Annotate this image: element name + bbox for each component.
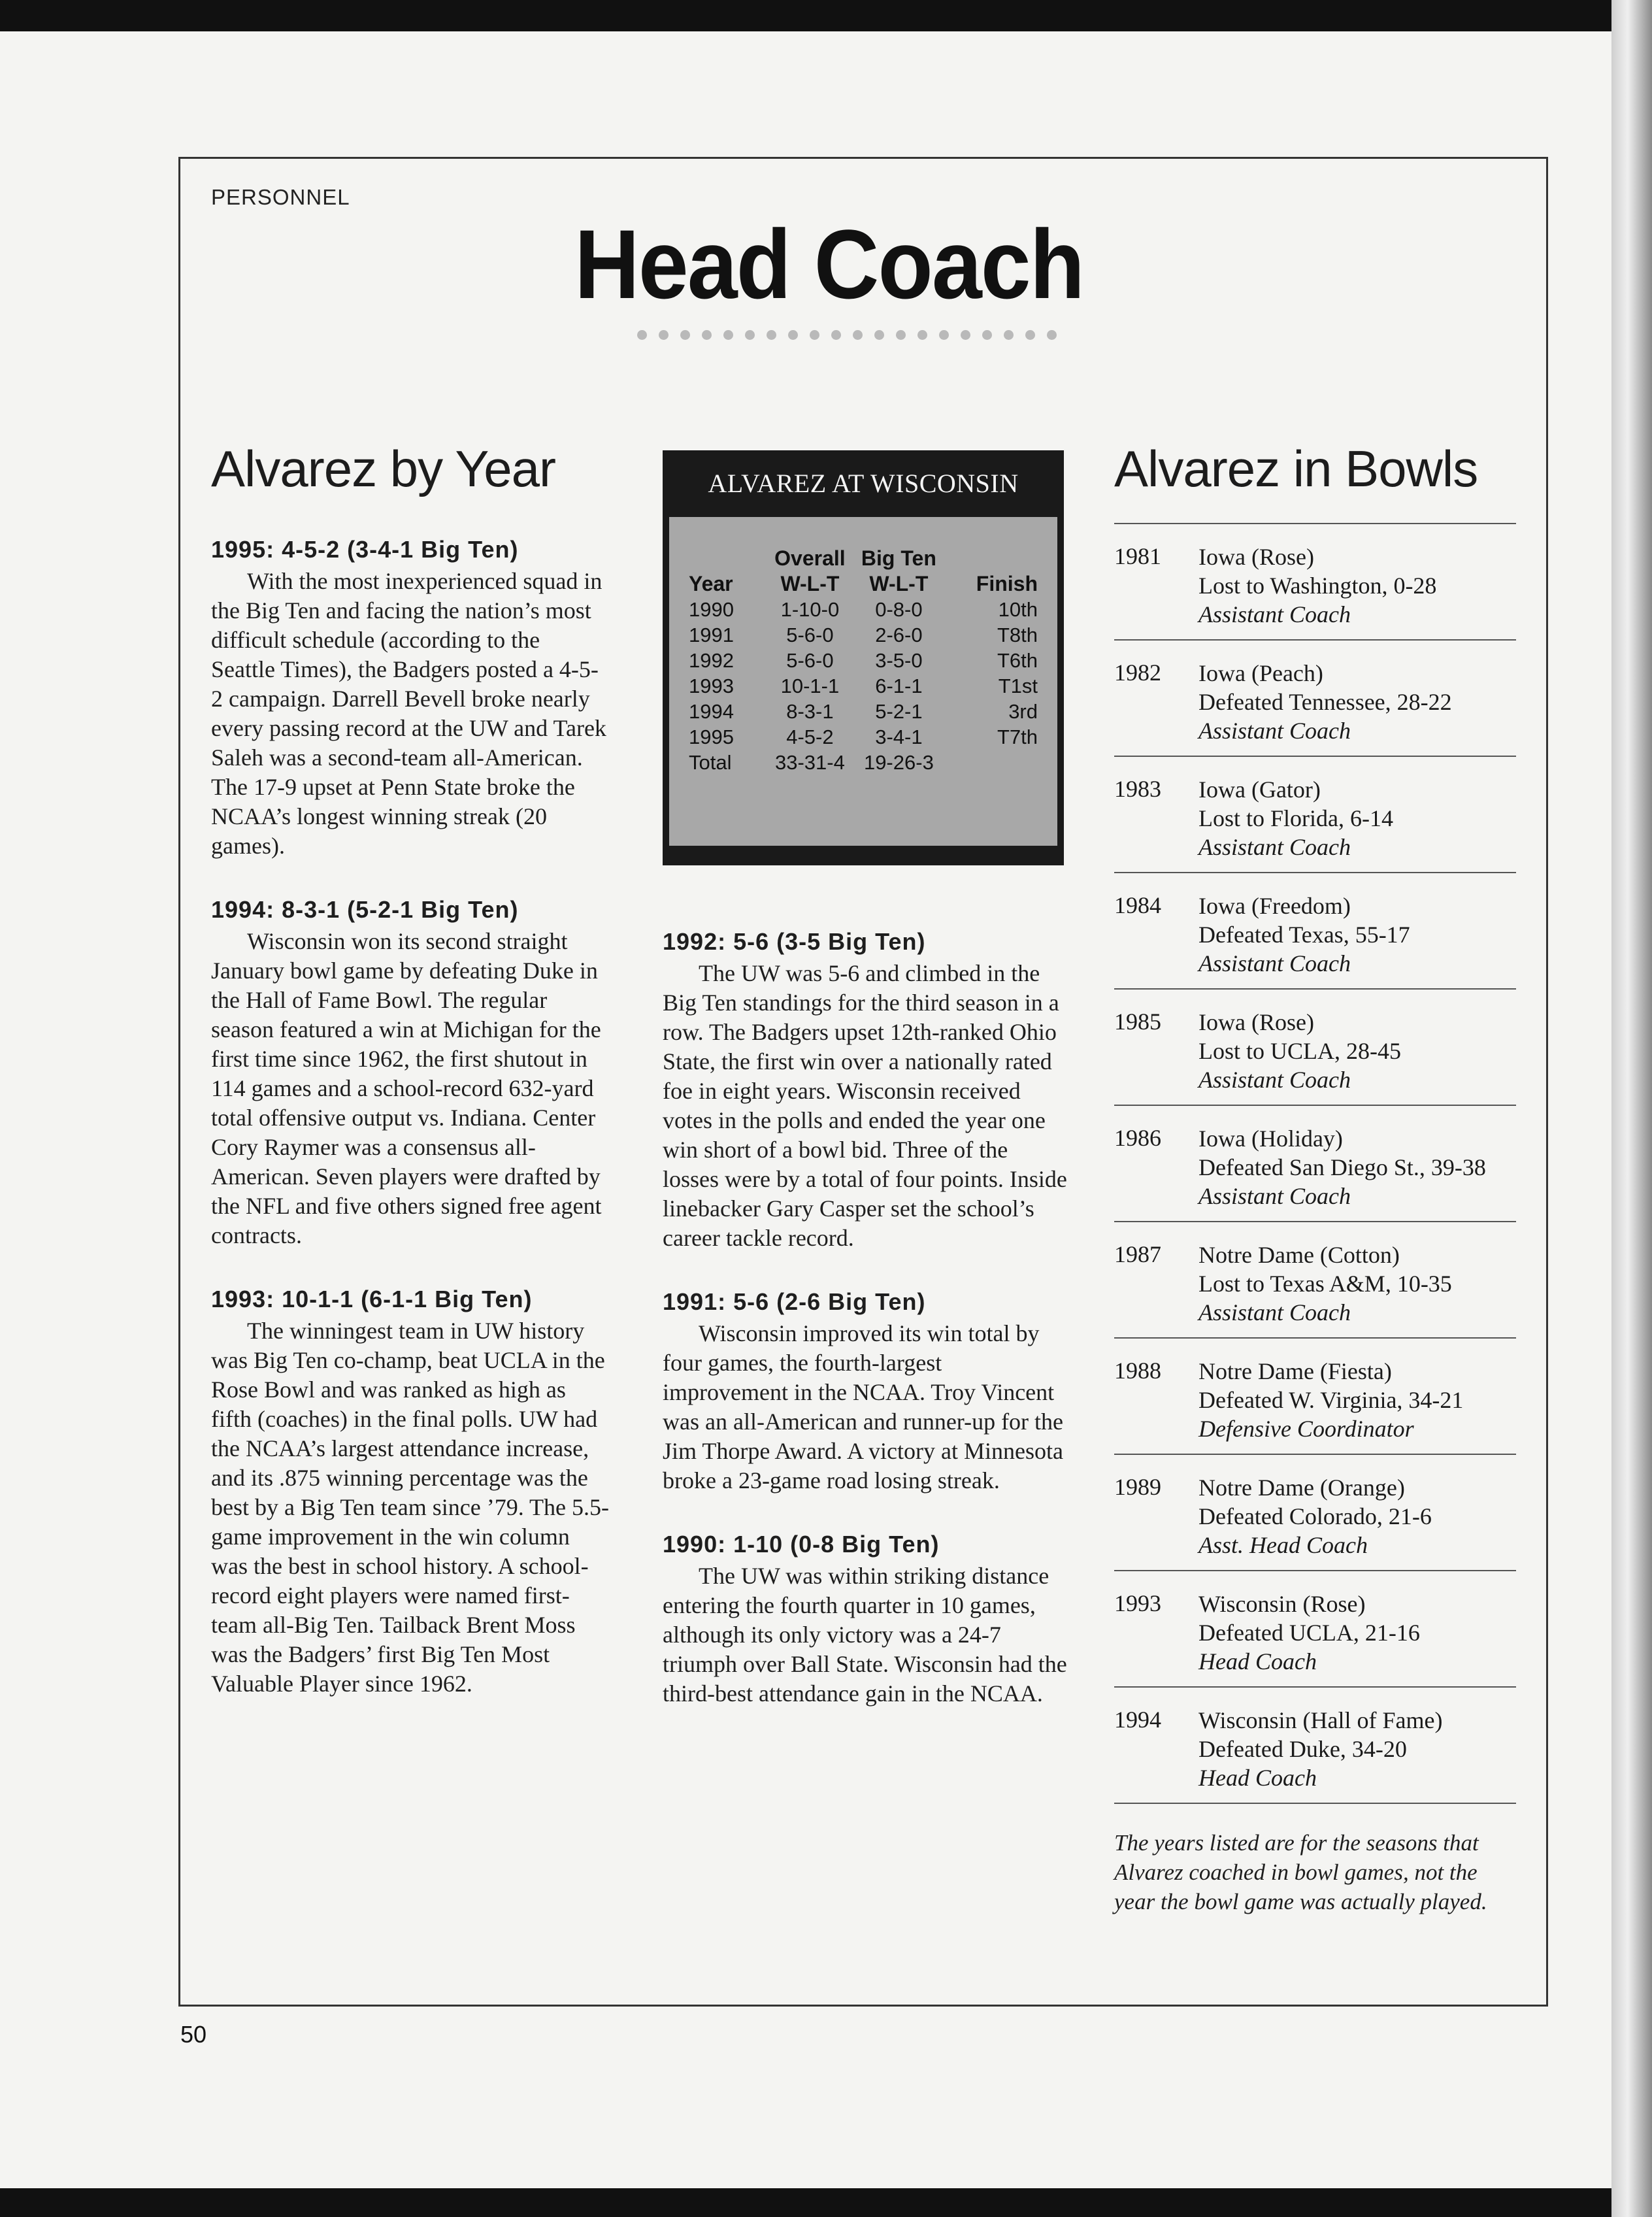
- bowls-list: [1114, 523, 1516, 1804]
- bowl-row: 1988 Notre Dame (Fiesta) Defeated W. Virginia, 34-21 Defensive Coordinator: [1114, 1339, 1516, 1455]
- year-entry-1990: [663, 1529, 1068, 1709]
- bowl-row: 1989 Notre Dame (Orange) Defeated Colorado, 21-6 Asst. Head Coach: [1114, 1455, 1516, 1571]
- table-row: Total 33-31-4 19-26-3: [689, 751, 934, 774]
- table-row: 1991 5-6-0 2-6-0 T8th: [689, 624, 1038, 646]
- table-row: 1990 1-10-0 0-8-0 10th: [689, 598, 1038, 621]
- bowl-row: 1986 Iowa (Holiday) Defeated San Diego St., 39-38 Assistant Coach: [1114, 1106, 1516, 1222]
- section-label: PERSONNEL: [211, 185, 350, 209]
- table-row: 1992 5-6-0 3-5-0 T6th: [689, 649, 1038, 672]
- entry-body: Wisconsin improved its win total by four games, the fourth-largest improvement in the NCAA. Troy Vincent was an all-American and runner-up for the Jim Thorpe Award. A victory at Minnesota broke a 23-game road losing streak.: [663, 1320, 1064, 1493]
- year-entry-1993: [211, 1284, 610, 1699]
- bowl-row: 1982 Iowa (Peach) Defeated Tennessee, 28-22 Assistant Coach: [1114, 641, 1516, 757]
- year-entry-1991: [663, 1287, 1068, 1495]
- bowls-footnote: The years listed are for the seasons that Alvarez coached in bowl games, not the year the bowl game was actually played.: [1114, 1830, 1487, 1914]
- bowl-row: 1984 Iowa (Freedom) Defeated Texas, 55-17 Assistant Coach: [1114, 873, 1516, 990]
- year-entry-1994: [211, 895, 610, 1250]
- year-entry-1992: [663, 927, 1068, 1253]
- entry-head: 1992: 5-6 (3-5 Big Ten): [663, 928, 926, 955]
- scan-edge: [1611, 0, 1652, 2217]
- entry-body: Wisconsin won its second straight January bowl game by defeating Duke in the Hall of Fame Bowl. The regular season featured a win at Michigan for the first time since 1962, the first shutout in 114 games and a school-record 632-yard total offensive output vs. Indiana. Center Cory Raymer was a consensus all-American. Seven players were drafted by the NFL and five others signed free agent contracts.: [211, 928, 602, 1248]
- table-title: ALVAREZ AT WISCONSIN: [708, 469, 1019, 498]
- page-number: 50: [180, 2021, 207, 2048]
- entry-head: 1995: 4-5-2 (3-4-1 Big Ten): [211, 536, 519, 563]
- entry-head: 1990: 1-10 (0-8 Big Ten): [663, 1531, 940, 1558]
- bowls-heading: Alvarez in Bowls: [1114, 440, 1478, 497]
- entry-body: With the most inexperienced squad in the Big Ten and facing the nation’s most difficult schedule (according to the Seattle Times), the Badgers posted a 4-5-2 campaign. Darrell Bevell broke nearly every passing record at the UW and Tarek Saleh was a second-team all-American. The 17-9 upset at Penn State broke the NCAA’s longest winning streak (20 games).: [211, 568, 606, 859]
- page-title: Head Coach: [574, 209, 1084, 319]
- record-table: [663, 450, 1064, 865]
- middle-column: [663, 927, 1068, 1742]
- bowl-row: 1987 Notre Dame (Cotton) Lost to Texas A&M, 10-35 Assistant Coach: [1114, 1222, 1516, 1339]
- table-header-row: Year W-L-T W-L-T Finish: [689, 572, 1038, 595]
- entry-body: The UW was 5-6 and climbed in the Big Ten standings for the third season in a row. The Badgers upset 12th-ranked Ohio State, the first win over a nationally rated foe in eight years. Wisconsin received votes in the polls and ended the year one win short of a bowl bid. Three of the losses were by a total of four points. Inside linebacker Gary Casper set the school’s career tackle record.: [663, 960, 1067, 1251]
- title-dot-divider: [637, 330, 1057, 340]
- bowl-row: 1993 Wisconsin (Rose) Defeated UCLA, 21-16 Head Coach: [1114, 1571, 1516, 1688]
- year-entry-1995: [211, 535, 610, 861]
- bowl-row: 1983 Iowa (Gator) Lost to Florida, 6-14 Assistant Coach: [1114, 757, 1516, 873]
- left-heading: Alvarez by Year: [211, 440, 556, 497]
- table-header-row: Overall Big Ten: [774, 546, 936, 570]
- table-row: 1995 4-5-2 3-4-1 T7th: [689, 725, 1038, 748]
- bowl-row: 1981 Iowa (Rose) Lost to Washington, 0-28 Assistant Coach: [1114, 524, 1516, 641]
- entry-body: The UW was within striking distance entering the fourth quarter in 10 games, although its only victory was a 24-7 triumph over Ball State. Wisconsin had the third-best attendance gain in the NCAA.: [663, 1563, 1067, 1707]
- entry-head: 1993: 10-1-1 (6-1-1 Big Ten): [211, 1286, 533, 1312]
- table-row: 1994 8-3-1 5-2-1 3rd: [689, 700, 1038, 723]
- left-column: [211, 535, 610, 1733]
- bowl-row: 1994 Wisconsin (Hall of Fame) Defeated Duke, 34-20 Head Coach: [1114, 1688, 1516, 1804]
- table-row: 1993 10-1-1 6-1-1 T1st: [689, 675, 1038, 697]
- entry-body: The winningest team in UW history was Big Ten co-champ, beat UCLA in the Rose Bowl and was ranked as high as fifth (coaches) in the final polls. UW had the NCAA’s largest attendance increase, and its .875 winning percentage was the best by a Big Ten team since ’79. The 5.5-game improvement in the win column was the best in school history. A school-record eight players were named first-team all-Big Ten. Tailback Brent Moss was the Badgers’ first Big Ten Most Valuable Player since 1962.: [211, 1318, 610, 1697]
- bowl-row: 1985 Iowa (Rose) Lost to UCLA, 28-45 Assistant Coach: [1114, 990, 1516, 1106]
- entry-head: 1994: 8-3-1 (5-2-1 Big Ten): [211, 896, 519, 923]
- entry-head: 1991: 5-6 (2-6 Big Ten): [663, 1288, 926, 1315]
- table-body: [669, 517, 1057, 846]
